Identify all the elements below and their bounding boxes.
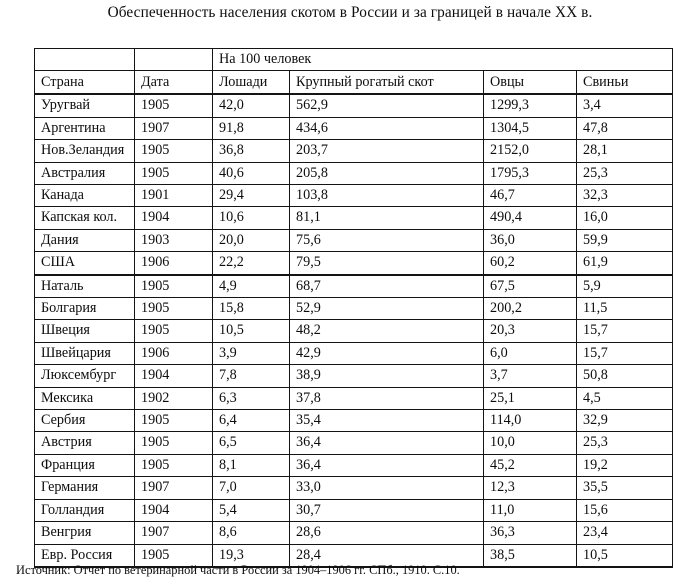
cell-horses: 7,0 bbox=[213, 477, 290, 499]
cell-pigs: 35,5 bbox=[577, 477, 673, 499]
cell-pigs: 3,4 bbox=[577, 94, 673, 117]
cell-horses: 42,0 bbox=[213, 94, 290, 117]
cell-sheep: 1299,3 bbox=[484, 94, 577, 117]
cell-date: 1907 bbox=[135, 477, 213, 499]
cell-pigs: 25,3 bbox=[577, 432, 673, 454]
cell-country: Канада bbox=[35, 185, 135, 207]
cell-date: 1905 bbox=[135, 298, 213, 320]
cell-pigs: 47,8 bbox=[577, 117, 673, 139]
cell-sheep: 36,0 bbox=[484, 229, 577, 251]
table-row bbox=[35, 229, 673, 251]
cell-country: Нов.Зеландия bbox=[35, 140, 135, 162]
table-row bbox=[35, 365, 673, 387]
cell-sheep: 1795,3 bbox=[484, 162, 577, 184]
cell-pigs: 61,9 bbox=[577, 252, 673, 275]
cell-date: 1905 bbox=[135, 94, 213, 117]
cell-date: 1903 bbox=[135, 229, 213, 251]
table-head bbox=[35, 49, 673, 95]
cell-country: Венгрия bbox=[35, 522, 135, 544]
cell-sheep: 67,5 bbox=[484, 275, 577, 298]
cell-pigs: 50,8 bbox=[577, 365, 673, 387]
column-header-horses: Лошади bbox=[213, 71, 290, 95]
cell-horses: 7,8 bbox=[213, 365, 290, 387]
cell-cattle: 205,8 bbox=[290, 162, 484, 184]
cell-horses: 8,1 bbox=[213, 454, 290, 476]
table-row bbox=[35, 185, 673, 207]
table-row bbox=[35, 298, 673, 320]
cell-cattle: 79,5 bbox=[290, 252, 484, 275]
table-row bbox=[35, 342, 673, 364]
cell-cattle: 30,7 bbox=[290, 499, 484, 521]
table-row bbox=[35, 499, 673, 521]
cell-sheep: 3,7 bbox=[484, 365, 577, 387]
cell-sheep: 200,2 bbox=[484, 298, 577, 320]
cell-sheep: 1304,5 bbox=[484, 117, 577, 139]
cell-cattle: 434,6 bbox=[290, 117, 484, 139]
cell-country: Голландия bbox=[35, 499, 135, 521]
cell-date: 1904 bbox=[135, 207, 213, 229]
cell-pigs: 23,4 bbox=[577, 522, 673, 544]
cell-date: 1907 bbox=[135, 522, 213, 544]
cell-country: Швеция bbox=[35, 320, 135, 342]
column-header-country: Страна bbox=[35, 71, 135, 95]
cell-country: Австрия bbox=[35, 432, 135, 454]
table-row bbox=[35, 117, 673, 139]
cell-date: 1902 bbox=[135, 387, 213, 409]
cell-cattle: 103,8 bbox=[290, 185, 484, 207]
cell-sheep: 12,3 bbox=[484, 477, 577, 499]
cell-date: 1905 bbox=[135, 454, 213, 476]
cell-country: Германия bbox=[35, 477, 135, 499]
table-group-header-row bbox=[35, 49, 673, 71]
cell-sheep: 114,0 bbox=[484, 410, 577, 432]
cell-cattle: 562,9 bbox=[290, 94, 484, 117]
cattle-table-container bbox=[34, 48, 672, 568]
cell-country: Уругвай bbox=[35, 94, 135, 117]
cell-pigs: 59,9 bbox=[577, 229, 673, 251]
cell-horses: 19,3 bbox=[213, 544, 290, 567]
table-row bbox=[35, 410, 673, 432]
cell-pigs: 15,7 bbox=[577, 342, 673, 364]
cell-date: 1905 bbox=[135, 162, 213, 184]
cell-pigs: 32,3 bbox=[577, 185, 673, 207]
cell-sheep: 45,2 bbox=[484, 454, 577, 476]
cell-sheep: 46,7 bbox=[484, 185, 577, 207]
table-row bbox=[35, 94, 673, 117]
column-header-pigs: Свиньи bbox=[577, 71, 673, 95]
cell-pigs: 32,9 bbox=[577, 410, 673, 432]
cell-date: 1901 bbox=[135, 185, 213, 207]
cell-date: 1907 bbox=[135, 117, 213, 139]
cell-date: 1904 bbox=[135, 365, 213, 387]
cell-cattle: 68,7 bbox=[290, 275, 484, 298]
cell-country: Аргентина bbox=[35, 117, 135, 139]
cell-pigs: 5,9 bbox=[577, 275, 673, 298]
cell-cattle: 42,9 bbox=[290, 342, 484, 364]
header-blank-country bbox=[35, 49, 135, 71]
cell-date: 1906 bbox=[135, 252, 213, 275]
cell-country: Евр. Россия bbox=[35, 544, 135, 567]
table-row bbox=[35, 140, 673, 162]
cell-cattle: 38,9 bbox=[290, 365, 484, 387]
cell-cattle: 36,4 bbox=[290, 432, 484, 454]
table-row bbox=[35, 207, 673, 229]
cell-country: Дания bbox=[35, 229, 135, 251]
cell-horses: 6,5 bbox=[213, 432, 290, 454]
cell-horses: 36,8 bbox=[213, 140, 290, 162]
cell-country: Сербия bbox=[35, 410, 135, 432]
cell-horses: 6,4 bbox=[213, 410, 290, 432]
cell-date: 1905 bbox=[135, 544, 213, 567]
cell-pigs: 16,0 bbox=[577, 207, 673, 229]
cell-pigs: 25,3 bbox=[577, 162, 673, 184]
cell-country: США bbox=[35, 252, 135, 275]
source-note: Источник: Отчет по ветеринарной части в России за 1904–1906 гг. СПб., 1910. С.10. bbox=[16, 563, 460, 577]
cell-country: Наталь bbox=[35, 275, 135, 298]
cell-pigs: 28,1 bbox=[577, 140, 673, 162]
cell-sheep: 60,2 bbox=[484, 252, 577, 275]
cell-cattle: 28,4 bbox=[290, 544, 484, 567]
cell-country: Люксембург bbox=[35, 365, 135, 387]
cell-pigs: 4,5 bbox=[577, 387, 673, 409]
cell-cattle: 37,8 bbox=[290, 387, 484, 409]
cell-country: Швейцария bbox=[35, 342, 135, 364]
cell-cattle: 203,7 bbox=[290, 140, 484, 162]
cell-date: 1905 bbox=[135, 432, 213, 454]
cell-sheep: 25,1 bbox=[484, 387, 577, 409]
cell-pigs: 15,7 bbox=[577, 320, 673, 342]
cell-date: 1905 bbox=[135, 410, 213, 432]
table-row bbox=[35, 275, 673, 298]
table-row bbox=[35, 162, 673, 184]
cell-cattle: 28,6 bbox=[290, 522, 484, 544]
cell-pigs: 11,5 bbox=[577, 298, 673, 320]
cell-country: Капская кол. bbox=[35, 207, 135, 229]
cell-horses: 8,6 bbox=[213, 522, 290, 544]
cell-horses: 15,8 bbox=[213, 298, 290, 320]
cell-date: 1905 bbox=[135, 140, 213, 162]
cell-date: 1905 bbox=[135, 320, 213, 342]
cell-horses: 10,6 bbox=[213, 207, 290, 229]
column-header-cattle: Крупный рогатый скот bbox=[290, 71, 484, 95]
cell-sheep: 6,0 bbox=[484, 342, 577, 364]
cell-sheep: 36,3 bbox=[484, 522, 577, 544]
cell-horses: 40,6 bbox=[213, 162, 290, 184]
cell-sheep: 490,4 bbox=[484, 207, 577, 229]
cell-sheep: 10,0 bbox=[484, 432, 577, 454]
page-title: Обеспеченность населения скотом в России и за границей в начале XX в. bbox=[107, 4, 593, 21]
cell-cattle: 48,2 bbox=[290, 320, 484, 342]
cell-horses: 20,0 bbox=[213, 229, 290, 251]
table-body bbox=[35, 94, 673, 567]
cell-cattle: 81,1 bbox=[290, 207, 484, 229]
cell-pigs: 10,5 bbox=[577, 544, 673, 567]
header-blank-date bbox=[135, 49, 213, 71]
cell-country: Болгария bbox=[35, 298, 135, 320]
table-header-row bbox=[35, 71, 673, 95]
cell-horses: 22,2 bbox=[213, 252, 290, 275]
column-header-date: Дата bbox=[135, 71, 213, 95]
cell-pigs: 15,6 bbox=[577, 499, 673, 521]
cell-sheep: 11,0 bbox=[484, 499, 577, 521]
cell-horses: 5,4 bbox=[213, 499, 290, 521]
cell-date: 1906 bbox=[135, 342, 213, 364]
cattle-statistics-table bbox=[34, 48, 673, 568]
cell-sheep: 20,3 bbox=[484, 320, 577, 342]
cell-country: Франция bbox=[35, 454, 135, 476]
cell-horses: 29,4 bbox=[213, 185, 290, 207]
cell-date: 1905 bbox=[135, 275, 213, 298]
cell-cattle: 35,4 bbox=[290, 410, 484, 432]
cell-cattle: 52,9 bbox=[290, 298, 484, 320]
column-group-header-per-100-people: На 100 человек bbox=[213, 49, 673, 71]
cell-cattle: 75,6 bbox=[290, 229, 484, 251]
cell-sheep: 2152,0 bbox=[484, 140, 577, 162]
cell-horses: 6,3 bbox=[213, 387, 290, 409]
column-header-sheep: Овцы bbox=[484, 71, 577, 95]
table-row bbox=[35, 522, 673, 544]
cell-horses: 91,8 bbox=[213, 117, 290, 139]
cell-horses: 10,5 bbox=[213, 320, 290, 342]
table-row bbox=[35, 252, 673, 275]
table-row bbox=[35, 387, 673, 409]
cell-horses: 3,9 bbox=[213, 342, 290, 364]
cell-pigs: 19,2 bbox=[577, 454, 673, 476]
cell-date: 1904 bbox=[135, 499, 213, 521]
table-row bbox=[35, 432, 673, 454]
cell-cattle: 36,4 bbox=[290, 454, 484, 476]
table-row bbox=[35, 454, 673, 476]
table-row bbox=[35, 320, 673, 342]
cell-sheep: 38,5 bbox=[484, 544, 577, 567]
cell-cattle: 33,0 bbox=[290, 477, 484, 499]
cell-country: Мексика bbox=[35, 387, 135, 409]
cell-horses: 4,9 bbox=[213, 275, 290, 298]
cell-country: Австралия bbox=[35, 162, 135, 184]
table-row bbox=[35, 477, 673, 499]
